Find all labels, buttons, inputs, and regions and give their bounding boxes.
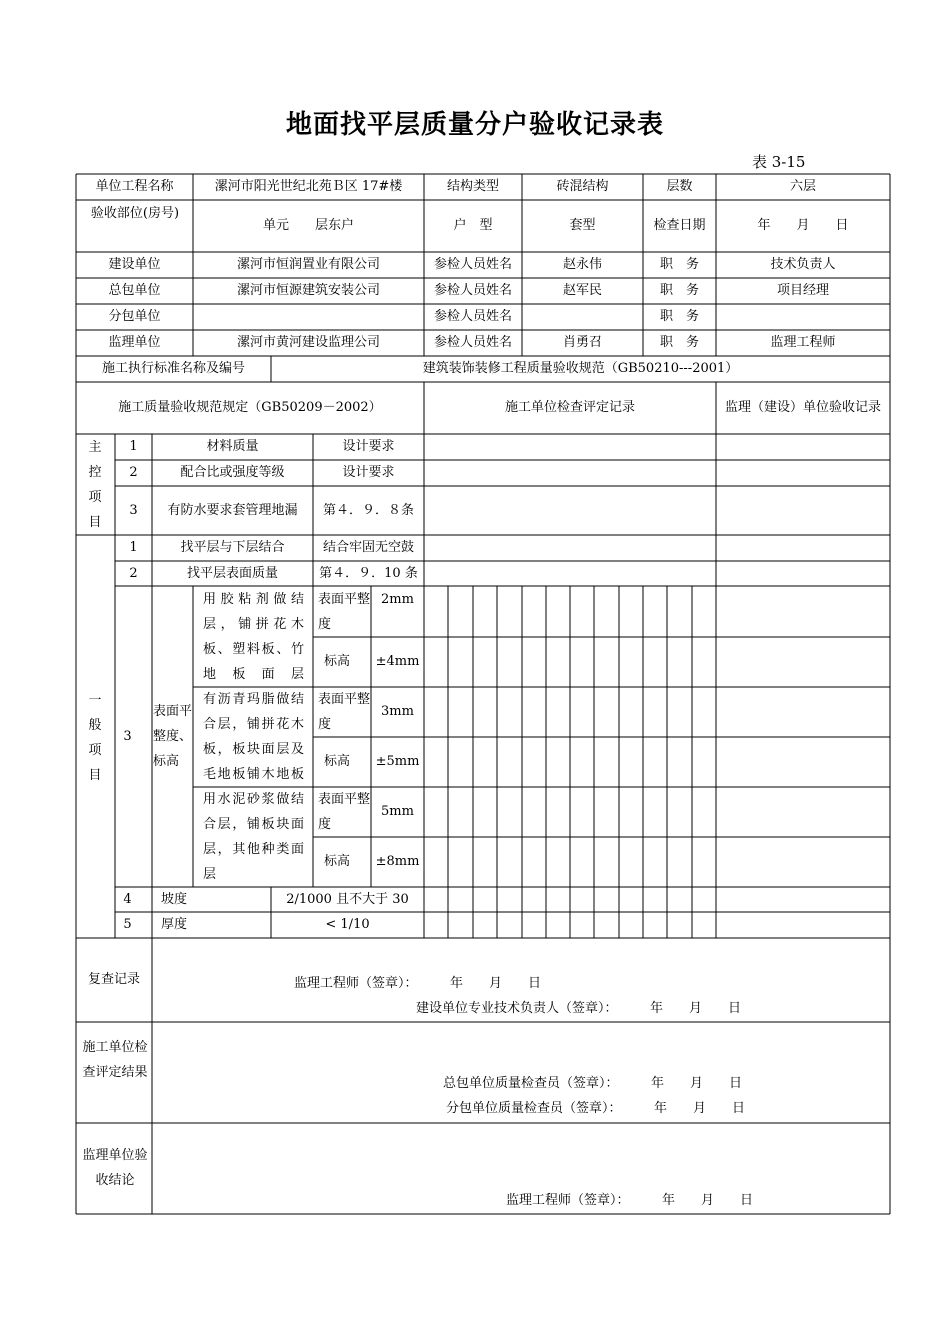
standard-value: 建筑装饰装修工程质量验收规范（GB50210---2001） [422, 361, 739, 376]
review-signature-line: 建设单位专业技术负责人（签章）： 年 月 日 [416, 1001, 742, 1016]
page-title: 地面找平层质量分户验收记录表 [285, 110, 664, 140]
duty-label: 职 务 [659, 309, 699, 324]
group-description: 有沥青玛脂做结合层，铺拼花木板，板块面层及毛地板铺木地板 [203, 692, 304, 782]
elevation-value: ±5mm [375, 754, 420, 769]
item-name: 配合比或强度等级 [180, 465, 285, 480]
person-label: 参检人员姓名 [433, 335, 512, 350]
supervisor-result-label: 监理单位验收结论 [82, 1148, 148, 1188]
duty-label: 职 务 [659, 283, 699, 298]
group-description: 用水泥砂浆做结合层，铺板块面层，其他种类面层 [203, 792, 304, 882]
flatness-value: 5mm [381, 804, 414, 819]
review-label: 复查记录 [87, 972, 140, 987]
duty-value: 技术负责人 [770, 257, 836, 272]
item-number: 1 [129, 540, 138, 555]
item-requirement: < 1/10 [325, 917, 370, 932]
item-name: 找平层与下层结合 [180, 540, 285, 555]
duty-label: 职 务 [659, 335, 699, 350]
person-name: 赵永伟 [562, 257, 602, 272]
date-value: 年 月 日 [757, 218, 849, 233]
unit-name: 漯河市恒润置业有限公司 [236, 257, 380, 272]
review-signature-line: 监理工程师（签章）： 年 月 日 [294, 976, 542, 991]
unit-name: 漯河市恒源建筑安装公司 [236, 283, 380, 298]
unit-name: 漯河市黄河建设监理公司 [236, 335, 380, 350]
item-name: 有防水要求套管理地漏 [167, 503, 298, 518]
item-requirement: 第４．９．８条 [322, 503, 414, 518]
group-description: 用胶粘剂做结层，铺拼花木板、塑料板、竹地板面层 [203, 592, 304, 682]
duty-label: 职 务 [659, 257, 699, 272]
flatness-label: 表面平整度 [318, 692, 371, 732]
supervisor-signature-line: 监理工程师（签章）： 年 月 日 [506, 1193, 754, 1208]
table-number: 表 3-15 [752, 153, 806, 171]
item-number: 3 [123, 729, 132, 744]
contractor-signature-line: 分包单位质量检查员（签章）： 年 月 日 [446, 1101, 746, 1116]
project-name: 漯河市阳光世纪北苑Ｂ区 17#楼 [214, 179, 403, 194]
contractor-result-label: 施工单位检查评定结果 [82, 1040, 148, 1080]
contractor-column-header: 施工单位检查评定记录 [504, 400, 635, 415]
main-control-label: 主控项目 [88, 440, 102, 530]
standard-label: 施工执行标准名称及编号 [101, 361, 245, 376]
elevation-label: 标高 [324, 854, 351, 869]
spec-column-header: 施工质量验收规范规定（GB50209－2002） [118, 400, 382, 415]
structure-label: 结构类型 [446, 179, 499, 194]
unit-label: 监理单位 [108, 335, 161, 350]
item-name: 坡度 [161, 892, 188, 907]
elevation-label: 标高 [324, 654, 351, 669]
unit-label: 建设单位 [108, 257, 161, 272]
general-label: 一般项目 [88, 693, 102, 783]
part-label: 验收部位(房号) [90, 206, 180, 221]
item-number: 2 [129, 566, 138, 581]
person-label: 参检人员姓名 [433, 309, 512, 324]
part-value: 单元 层东户 [262, 218, 354, 233]
floors-label: 层数 [666, 179, 693, 194]
person-label: 参检人员姓名 [433, 257, 512, 272]
elevation-value: ±8mm [375, 854, 420, 869]
floors-value: 六层 [789, 179, 816, 194]
item-number: 1 [129, 439, 138, 454]
contractor-signature-line: 总包单位质量检查员（签章）： 年 月 日 [443, 1076, 743, 1091]
elevation-value: ±4mm [375, 654, 420, 669]
flatness-label: 表面平整度 [318, 792, 371, 832]
item-number: 5 [123, 917, 132, 932]
elevation-label: 标高 [324, 754, 351, 769]
unit-label: 分包单位 [108, 309, 161, 324]
project-name-label: 单位工程名称 [95, 179, 174, 194]
item-name: 厚度 [161, 917, 188, 932]
supervisor-column-header: 监理（建设）单位验收记录 [724, 400, 881, 415]
duty-value: 监理工程师 [770, 335, 836, 350]
structure-value: 砖混结构 [556, 179, 609, 194]
item-number: 2 [129, 465, 138, 480]
person-name: 赵军民 [562, 283, 602, 298]
item-number: 4 [123, 892, 132, 907]
unit-label: 总包单位 [108, 283, 161, 298]
item-name: 材料质量 [206, 439, 259, 454]
type-value: 套型 [569, 218, 596, 233]
duty-value: 项目经理 [776, 283, 829, 298]
item-number: 3 [129, 503, 138, 518]
item-requirement: 设计要求 [342, 465, 395, 480]
flatness-value: 3mm [381, 704, 414, 719]
type-label: 户 型 [453, 218, 493, 233]
item-requirement: 第４．９．10 条 [319, 566, 418, 581]
person-label: 参检人员姓名 [433, 283, 512, 298]
item-name: 找平层表面质量 [186, 566, 278, 581]
flatness-value: 2mm [381, 592, 414, 607]
item-name: 表面平整度、标高 [153, 704, 193, 769]
date-label: 检查日期 [653, 218, 706, 233]
flatness-label: 表面平整度 [318, 592, 371, 632]
person-name: 肖勇召 [562, 335, 602, 350]
item-requirement: 设计要求 [342, 439, 395, 454]
item-requirement: 2/1000 且不大于 30 [286, 892, 409, 907]
item-requirement: 结合牢固无空鼓 [322, 540, 414, 555]
